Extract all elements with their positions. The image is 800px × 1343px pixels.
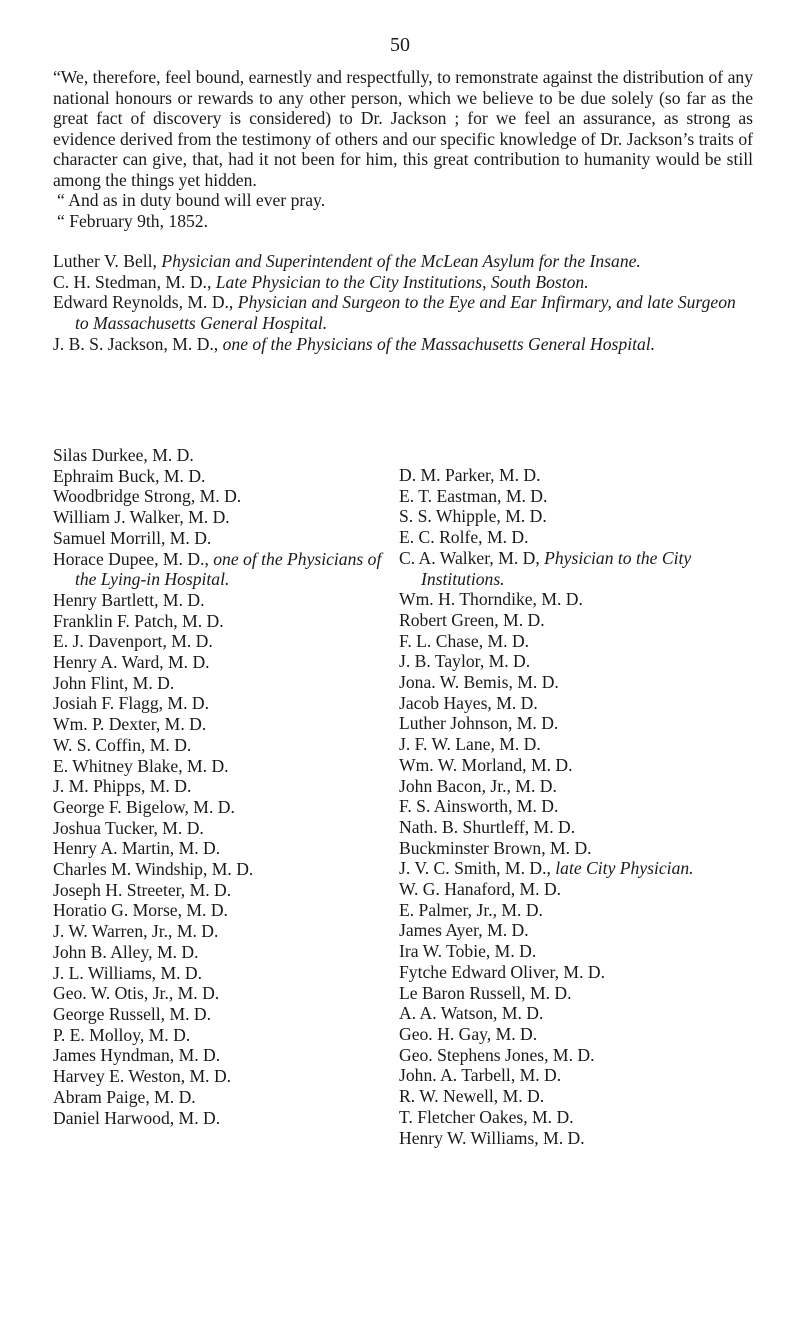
signatory-name: Daniel Harwood, M. D. bbox=[53, 1107, 221, 1128]
signatory-name: Silas Durkee, M. D. bbox=[53, 445, 194, 465]
signatory-entry bbox=[399, 1107, 753, 1128]
signatory-entry bbox=[53, 673, 388, 694]
signatory-entry bbox=[53, 334, 753, 355]
signatory-role: Physician to the City Institutions. bbox=[421, 547, 692, 589]
signatory-entry bbox=[53, 466, 388, 487]
signatory-name: Charles M. Windship, M. D. bbox=[53, 859, 254, 880]
signatory-entry bbox=[399, 817, 753, 838]
signatory-entry bbox=[53, 1108, 388, 1129]
signatory-name: Henry Bartlett, M. D. bbox=[53, 589, 205, 610]
signatory-entry bbox=[53, 652, 388, 673]
signatory-role: Physician and Superintendent of the McLean Asylum for the Insane. bbox=[161, 251, 641, 271]
signatory-name: E. Whitney Blake, M. D. bbox=[53, 755, 229, 776]
signatory-entry bbox=[399, 1128, 753, 1149]
signatory-name: E. Palmer, Jr., M. D. bbox=[399, 899, 543, 920]
signatory-name: J. M. Phipps, M. D. bbox=[53, 776, 192, 797]
signatory-entry bbox=[399, 755, 753, 776]
signatory-entry bbox=[399, 672, 753, 693]
signatory-entry bbox=[53, 528, 388, 549]
signatory-name: A. A. Watson, M. D. bbox=[399, 1003, 544, 1024]
signatory-entry bbox=[399, 776, 753, 797]
signatory-name: Horatio G. Morse, M. D. bbox=[53, 900, 228, 921]
signatory-name: George Russell, M. D. bbox=[53, 1003, 212, 1024]
signatory-name: Horace Dupee, M. D., bbox=[53, 548, 214, 569]
signatory-entry bbox=[53, 590, 388, 611]
signatory-name: Woodbridge Strong, M. D. bbox=[53, 486, 242, 507]
signatory-role: Late Physician to the City Institutions, South Boston. bbox=[215, 271, 589, 292]
signatory-entry bbox=[399, 548, 753, 589]
signatory-role: late City Physician. bbox=[555, 858, 694, 879]
signatory-entry bbox=[53, 838, 388, 859]
signatory-name: Harvey E. Weston, M. D. bbox=[53, 1066, 232, 1087]
signatory-name: W. G. Hanaford, M. D. bbox=[399, 879, 562, 900]
signatory-name: Luther V. Bell, bbox=[53, 251, 162, 271]
signatory-entry bbox=[53, 880, 388, 901]
signatory-entry bbox=[53, 251, 753, 272]
signatory-entry bbox=[399, 920, 753, 941]
signatory-entry bbox=[53, 859, 388, 880]
signatory-name: J. L. Williams, M. D. bbox=[53, 962, 203, 983]
signatory-name: Samuel Morrill, M. D. bbox=[53, 527, 212, 548]
signatory-name: F. L. Chase, M. D. bbox=[399, 630, 530, 651]
signatory-name: J. V. C. Smith, M. D., bbox=[399, 858, 556, 879]
signatory-name: Joshua Tucker, M. D. bbox=[53, 817, 204, 838]
signatory-entry bbox=[399, 879, 753, 900]
signatory-entry bbox=[53, 631, 388, 652]
signatory-entry bbox=[399, 983, 753, 1004]
signatory-name: J. B. S. Jackson, M. D., bbox=[53, 333, 223, 354]
signatory-name: Nath. B. Shurtleff, M. D. bbox=[399, 816, 576, 837]
signatory-name: D. M. Parker, M. D. bbox=[399, 465, 541, 485]
signatory-name: F. S. Ainsworth, M. D. bbox=[399, 796, 559, 817]
signatory-name: T. Fletcher Oakes, M. D. bbox=[399, 1106, 574, 1127]
signatory-name: J. F. W. Lane, M. D. bbox=[399, 734, 541, 755]
signatory-entry bbox=[53, 445, 388, 466]
signatory-entry bbox=[399, 631, 753, 652]
signatory-entry bbox=[399, 651, 753, 672]
signatory-entry bbox=[53, 983, 388, 1004]
signatory-name: Henry A. Ward, M. D. bbox=[53, 652, 210, 673]
signatory-entry bbox=[53, 735, 388, 756]
signatory-name: W. S. Coffin, M. D. bbox=[53, 734, 192, 755]
signatory-entry bbox=[399, 1003, 753, 1024]
signatory-name: Franklin F. Patch, M. D. bbox=[53, 610, 224, 631]
signatory-name: Joseph H. Streeter, M. D. bbox=[53, 879, 232, 900]
signatory-role: one of the Physicians of the Lying-in Hospital. bbox=[75, 548, 382, 590]
signatory-entry bbox=[399, 796, 753, 817]
signatory-entry bbox=[53, 611, 388, 632]
signatory-name: Josiah F. Flagg, M. D. bbox=[53, 693, 209, 714]
signatory-name: R. W. Newell, M. D. bbox=[399, 1086, 545, 1107]
signatory-name: Geo. Stephens Jones, M. D. bbox=[399, 1044, 595, 1065]
signatory-name: Fytche Edward Oliver, M. D. bbox=[399, 961, 605, 982]
signatory-name: John. A. Tarbell, M. D. bbox=[399, 1065, 562, 1086]
signatory-name: Henry A. Martin, M. D. bbox=[53, 838, 221, 859]
signatory-name: Le Baron Russell, M. D. bbox=[399, 982, 572, 1003]
signatory-entry bbox=[53, 818, 388, 839]
signatory-name: Buckminster Brown, M. D. bbox=[399, 837, 592, 858]
signatory-entry bbox=[399, 693, 753, 714]
signatory-entry bbox=[53, 292, 753, 333]
signatory-entry bbox=[53, 797, 388, 818]
signatory-name: Geo. H. Gay, M. D. bbox=[399, 1023, 538, 1044]
signatory-name: Abram Paige, M. D. bbox=[53, 1086, 196, 1107]
signatory-entry bbox=[53, 921, 388, 942]
signatory-entry bbox=[399, 506, 753, 527]
signatory-name: C. A. Walker, M. D, bbox=[399, 547, 545, 568]
signatory-name: John Bacon, Jr., M. D. bbox=[399, 775, 557, 796]
signatory-name: Luther Johnson, M. D. bbox=[399, 713, 559, 734]
signatory-name: S. S. Whipple, M. D. bbox=[399, 506, 547, 527]
signatory-name: Edward Reynolds, M. D., bbox=[53, 292, 238, 313]
memorial-text bbox=[53, 67, 753, 231]
signatory-entry bbox=[399, 465, 753, 486]
signatories-left-column bbox=[53, 445, 388, 1128]
signatory-entry bbox=[399, 858, 753, 879]
signatory-entry bbox=[53, 776, 388, 797]
signatory-entry bbox=[53, 507, 388, 528]
signatory-name: Jona. W. Bemis, M. D. bbox=[399, 672, 559, 693]
signatory-entry bbox=[53, 272, 753, 293]
signatory-name: John Flint, M. D. bbox=[53, 672, 175, 693]
signatory-entry bbox=[399, 1086, 753, 1107]
signatory-entry bbox=[53, 756, 388, 777]
signatories-right-column bbox=[399, 465, 753, 1148]
memorial-date: “ February 9th, 1852. bbox=[57, 210, 208, 231]
signatory-name: Ira W. Tobie, M. D. bbox=[399, 941, 537, 962]
signatory-name: Robert Green, M. D. bbox=[399, 609, 545, 630]
signatory-name: C. H. Stedman, M. D., bbox=[53, 271, 216, 292]
signatory-entry bbox=[53, 963, 388, 984]
signatory-name: John B. Alley, M. D. bbox=[53, 941, 199, 962]
signatory-name: Jacob Hayes, M. D. bbox=[399, 692, 538, 713]
signatory-entry bbox=[53, 1087, 388, 1108]
signatory-entry bbox=[399, 734, 753, 755]
signatory-name: Wm. H. Thorndike, M. D. bbox=[399, 589, 583, 610]
signatory-entry bbox=[399, 527, 753, 548]
signatory-name: P. E. Molloy, M. D. bbox=[53, 1024, 191, 1045]
signatory-entry bbox=[53, 486, 388, 507]
signatory-entry bbox=[53, 942, 388, 963]
signatory-entry bbox=[399, 1045, 753, 1066]
signatory-entry bbox=[399, 1065, 753, 1086]
signatory-entry bbox=[399, 589, 753, 610]
signatory-name: Wm. P. Dexter, M. D. bbox=[53, 714, 207, 735]
signatory-entry bbox=[53, 1045, 388, 1066]
signatory-name: E. T. Eastman, M. D. bbox=[399, 485, 548, 506]
signatory-name: E. C. Rolfe, M. D. bbox=[399, 527, 529, 548]
signatory-name: James Ayer, M. D. bbox=[399, 920, 529, 941]
signatory-entry bbox=[399, 610, 753, 631]
signatory-role: Physician and Surgeon to the Eye and Ear Infirmary, and late Surgeon to Massachusetts General Hospital. bbox=[75, 292, 736, 334]
signatory-name: James Hyndman, M. D. bbox=[53, 1045, 221, 1066]
signatory-entry bbox=[53, 1025, 388, 1046]
signatory-entry bbox=[53, 714, 388, 735]
signatory-name: William J. Walker, M. D. bbox=[53, 507, 230, 528]
signatory-name: J. W. Warren, Jr., M. D. bbox=[53, 921, 219, 942]
signatory-entry bbox=[53, 1066, 388, 1087]
signatory-entry bbox=[399, 486, 753, 507]
signatory-entry bbox=[399, 838, 753, 859]
signatory-name: Wm. W. Morland, M. D. bbox=[399, 754, 573, 775]
signatories-full-width bbox=[53, 251, 753, 355]
signatory-entry bbox=[53, 693, 388, 714]
signatory-entry bbox=[53, 549, 388, 590]
signatory-name: J. B. Taylor, M. D. bbox=[399, 651, 531, 672]
signatory-entry bbox=[53, 1004, 388, 1025]
signatory-entry bbox=[399, 713, 753, 734]
signatory-name: Henry W. Williams, M. D. bbox=[399, 1127, 585, 1148]
signatory-entry bbox=[399, 962, 753, 983]
signatory-entry bbox=[399, 941, 753, 962]
signatory-name: Ephraim Buck, M. D. bbox=[53, 465, 206, 486]
signatory-entry bbox=[53, 900, 388, 921]
signatory-role: one of the Physicians of the Massachusetts General Hospital. bbox=[222, 333, 656, 354]
signatory-name: E. J. Davenport, M. D. bbox=[53, 631, 213, 652]
signatory-entry bbox=[399, 1024, 753, 1045]
signatory-name: George F. Bigelow, M. D. bbox=[53, 796, 235, 817]
signatory-name: Geo. W. Otis, Jr., M. D. bbox=[53, 983, 220, 1004]
memorial-paragraph: “We, therefore, feel bound, earnestly and respectfully, to remonstrate against the distribution of any national honours or rewards to any other person, which we believe to be due solely (so far as the great fact of discovery is considered) to Dr. Jackson ; for we feel an assurance, as strong as evidence derived from the testimony of others and our specific knowledge of Dr. Jackson’s traits of character can give, that, had it not been for him, this great contribution to humanity would be still among the things yet hidden. bbox=[53, 67, 753, 190]
memorial-closing: “ And as in duty bound will ever pray. bbox=[57, 190, 326, 210]
signatory-entry bbox=[399, 900, 753, 921]
page-number: 50 bbox=[390, 34, 410, 56]
